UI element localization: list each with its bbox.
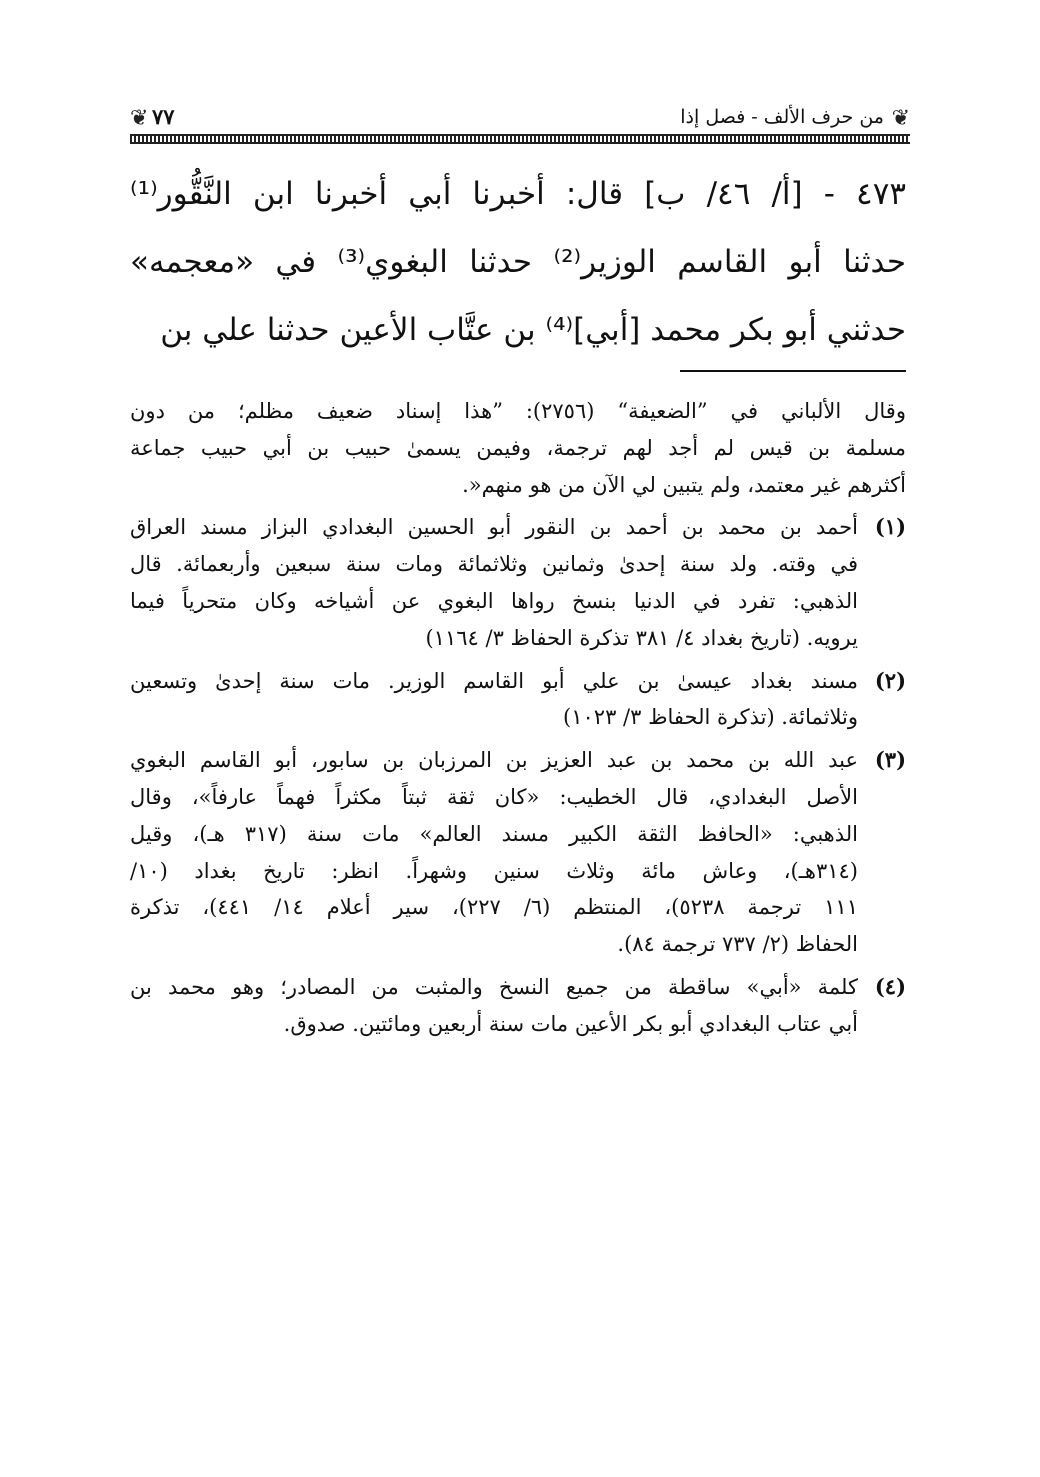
footnote-1	[130, 509, 906, 656]
header-ornament-icon: ❦	[891, 106, 910, 131]
footnote-line: ١١١ ترجمة ٥٢٣٨)، المنتظم (٦/ ٢٢٧)، سير أعلام ١٤/ ٤٤١)، تذكرة	[130, 895, 858, 920]
footnote-line: عبد الله بن محمد بن عبد العزيز بن المرزبان بن سابور، أبو القاسم البغوي	[130, 748, 858, 773]
main-text	[130, 160, 906, 364]
footnote-line: مسند بغداد عيسىٰ بن علي أبو القاسم الوزير. مات سنة إحدىٰ وتسعين	[130, 668, 858, 693]
footnote-number: (١)	[874, 514, 906, 540]
footnote-separator	[680, 370, 906, 372]
footnotes	[130, 393, 906, 1049]
header-decorative-rule	[130, 134, 910, 144]
footnote-line: في وقته. ولد سنة إحدىٰ وثمانين وثلاثمائة ومات سنة سبعين وأربعمائة. قال	[130, 552, 858, 577]
main-text-line: حدثني أبو بكر محمد [أبي]⁽⁴⁾ بن عتَّاب الأعين حدثنا علي بن	[160, 312, 906, 348]
footnote-line: الذهبي: تفرد في الدنيا بنسخ رواها البغوي عن أشياخه وكان متحرياً فيما	[130, 588, 858, 613]
footnote-line: أكثرهم غير معتمد، ولم يتبين لي الآن من هو منهم«.	[462, 472, 906, 497]
header-ornament-icon: ❦	[130, 106, 149, 131]
header-title: من حرف الألف - فصل إذا	[680, 106, 884, 128]
footnote-line: أحمد بن محمد بن أحمد بن النقور أبو الحسين البغدادي البزاز مسند العراق	[130, 515, 858, 540]
main-text-line: حدثنا أبو القاسم الوزير⁽²⁾ حدثنا البغوي⁽³⁾ في «معجمه»	[130, 244, 906, 280]
page-number: ٧٧	[152, 104, 175, 129]
footnote-4	[130, 969, 906, 1043]
footnote-line: الحفاظ (٢/ ٧٣٧ ترجمة ٨٤).	[617, 932, 858, 957]
main-text-line: ٤٧٣ - [أ/ ٤٦/ ب] قال: أخبرنا أبي أخبرنا ابن النَّقُّور⁽¹⁾	[130, 176, 906, 212]
footnote-line: وقال الألباني في ”الضعيفة“ (٢٧٥٦): ”هذا إسناد ضعيف مظلم؛ من دون	[130, 399, 906, 423]
running-header	[130, 100, 910, 140]
footnote-line: أبي عتاب البغدادي أبو بكر الأعين مات سنة أربعين ومائتين. صدوق.	[283, 1011, 858, 1036]
footnote-line: الأصل البغدادي، قال الخطيب: «كان ثقة ثبتاً مكثراً فهماً عارفاً»، وقال	[130, 784, 858, 809]
footnote-number: (٣)	[874, 747, 906, 773]
footnote-line: مسلمة بن قيس لم أجد لهم ترجمة، وفيمن يسمىٰ حبيب بن أبي حبيب جماعة	[130, 435, 906, 460]
footnote-line: وثلاثمائة. (تذكرة الحفاظ ٣/ ١٠٢٣)	[563, 705, 858, 730]
footnote-continuation	[130, 393, 906, 503]
footnote-3	[130, 742, 906, 963]
footnote-number: (٢)	[874, 667, 906, 693]
footnote-number: (٤)	[874, 973, 906, 999]
footnote-line: كلمة «أبي» ساقطة من جميع النسخ والمثبت من المصادر؛ وهو محمد بن	[130, 974, 858, 999]
footnote-line: يرويه. (تاريخ بغداد ٤/ ٣٨١ تذكرة الحفاظ ٣/ ١١٦٤)	[425, 625, 858, 650]
footnote-2	[130, 663, 906, 737]
footnote-line: (٣١٤هـ)، وعاش مائة وثلاث سنين وشهراً. انظر: تاريخ بغداد (١٠/	[130, 858, 858, 883]
footnote-line: الذهبي: «الحافظ الثقة الكبير مسند العالم» مات سنة (٣١٧ هـ)، وقيل	[130, 821, 858, 846]
